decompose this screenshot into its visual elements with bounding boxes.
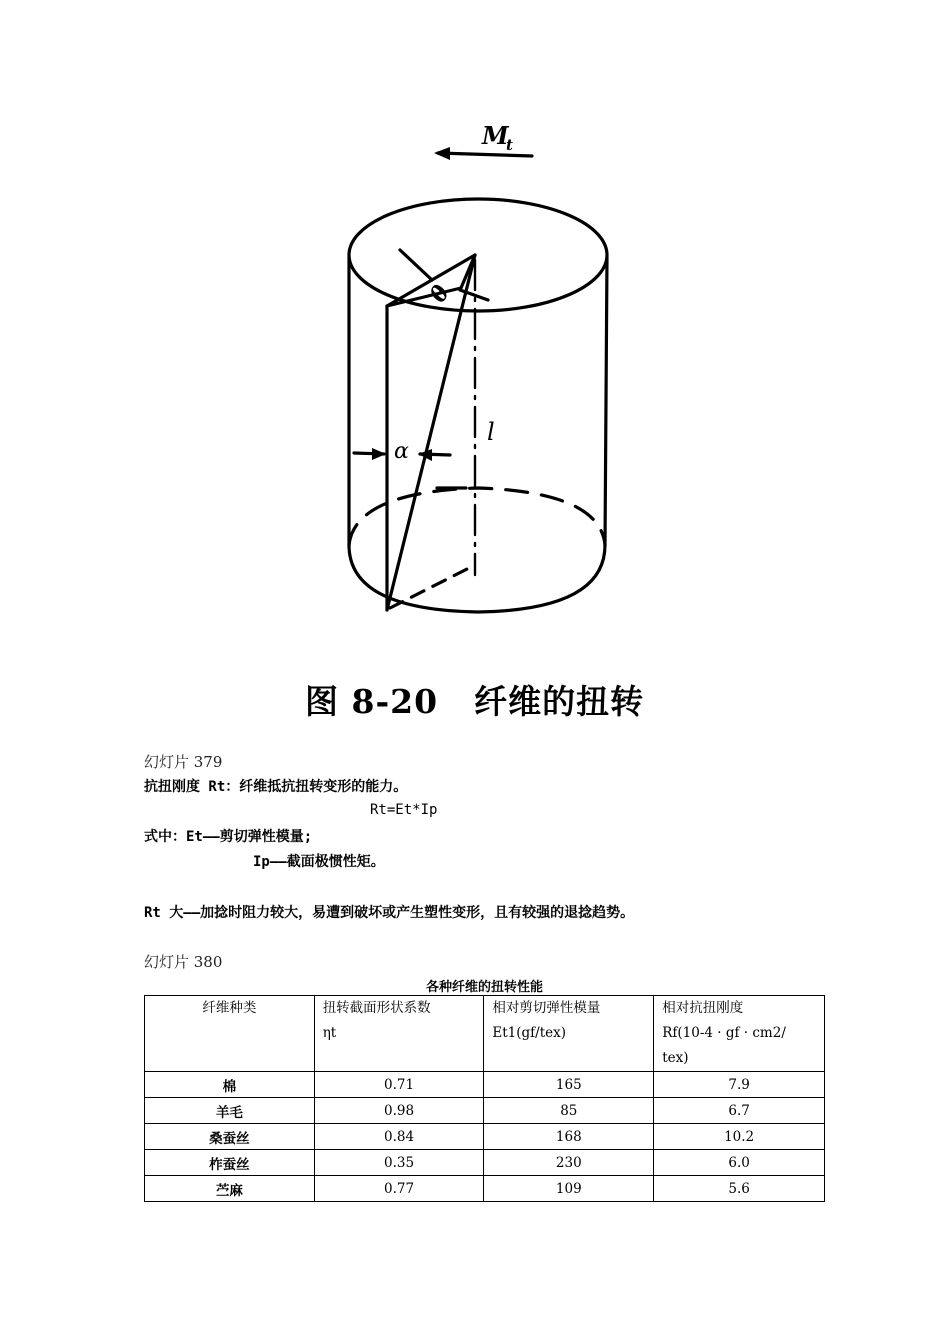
- table-row: [145, 1150, 825, 1176]
- cell-et: 230: [484, 1150, 654, 1176]
- cell-eta: 0.71: [314, 1072, 484, 1098]
- figure-caption: [305, 676, 644, 723]
- slide-380-label: 幻灯片 380: [144, 953, 223, 971]
- bottom-radius: [390, 565, 475, 608]
- alpha-label: α: [394, 439, 409, 464]
- cell-et: 165: [484, 1072, 654, 1098]
- torque-arrow-line: [438, 153, 532, 156]
- header-torsional-rigidity: 相对抗扭刚度 Rf(10-4 · gf · cm2/ tex): [654, 996, 825, 1072]
- figure-number: 图 8-20: [305, 682, 439, 721]
- cell-eta: 0.77: [314, 1176, 484, 1202]
- cell-fiber: 棉: [145, 1072, 315, 1098]
- table-row: [145, 1098, 825, 1124]
- fiber-torsion-table: [144, 995, 825, 1202]
- cell-et: 109: [484, 1176, 654, 1202]
- cell-eta: 0.84: [314, 1124, 484, 1150]
- cell-eta: 0.35: [314, 1150, 484, 1176]
- cell-fiber: 苎麻: [145, 1176, 315, 1202]
- header-shape-coefficient: 扭转截面形状系数 ηt: [314, 996, 484, 1072]
- rigidity-formula: Rt=Et*Ip: [370, 802, 438, 818]
- theta-label: θ: [425, 281, 455, 307]
- where-et: 式中：Et——剪切弹性模量;: [144, 829, 313, 845]
- length-label: l: [487, 418, 495, 446]
- figure-title: 纤维的扭转: [474, 682, 645, 721]
- table-row: [145, 1072, 825, 1098]
- rigidity-note: Rt 大——加捻时阻力较大，易遭到破坏或产生塑性变形，且有较强的退捻趋势。: [144, 905, 635, 921]
- header-fiber-type: 纤维种类: [145, 996, 315, 1072]
- cell-rf: 10.2: [654, 1124, 825, 1150]
- cell-fiber: 柞蚕丝: [145, 1150, 315, 1176]
- fiber-torsion-diagram: [300, 110, 660, 630]
- cell-eta: 0.98: [314, 1098, 484, 1124]
- torsional-rigidity-definition: 抗扭刚度 Rt：纤维抵抗扭转变形的能力。: [144, 779, 408, 795]
- cylinder-top: [349, 199, 607, 311]
- torque-label: M: [482, 121, 509, 150]
- cylinder-right-side: [605, 257, 607, 545]
- torque-arrow-head: [434, 147, 450, 160]
- cell-rf: 6.7: [654, 1098, 825, 1124]
- table-title: 各种纤维的扭转性能: [425, 980, 543, 995]
- header-shear-modulus: 相对剪切弹性模量 Et1(gf/tex): [484, 996, 654, 1072]
- table-row: [145, 1176, 825, 1202]
- cell-rf: 5.6: [654, 1176, 825, 1202]
- cell-fiber: 桑蚕丝: [145, 1124, 315, 1150]
- cell-et: 168: [484, 1124, 654, 1150]
- cell-et: 85: [484, 1098, 654, 1124]
- table-row: [145, 1124, 825, 1150]
- where-ip: Ip——截面极惯性矩。: [253, 854, 385, 870]
- table-header-row: [145, 996, 825, 1072]
- torque-label-sub: t: [506, 136, 513, 154]
- slide-379-label: 幻灯片 379: [144, 753, 223, 771]
- cell-rf: 7.9: [654, 1072, 825, 1098]
- cell-rf: 6.0: [654, 1150, 825, 1176]
- cell-fiber: 羊毛: [145, 1098, 315, 1124]
